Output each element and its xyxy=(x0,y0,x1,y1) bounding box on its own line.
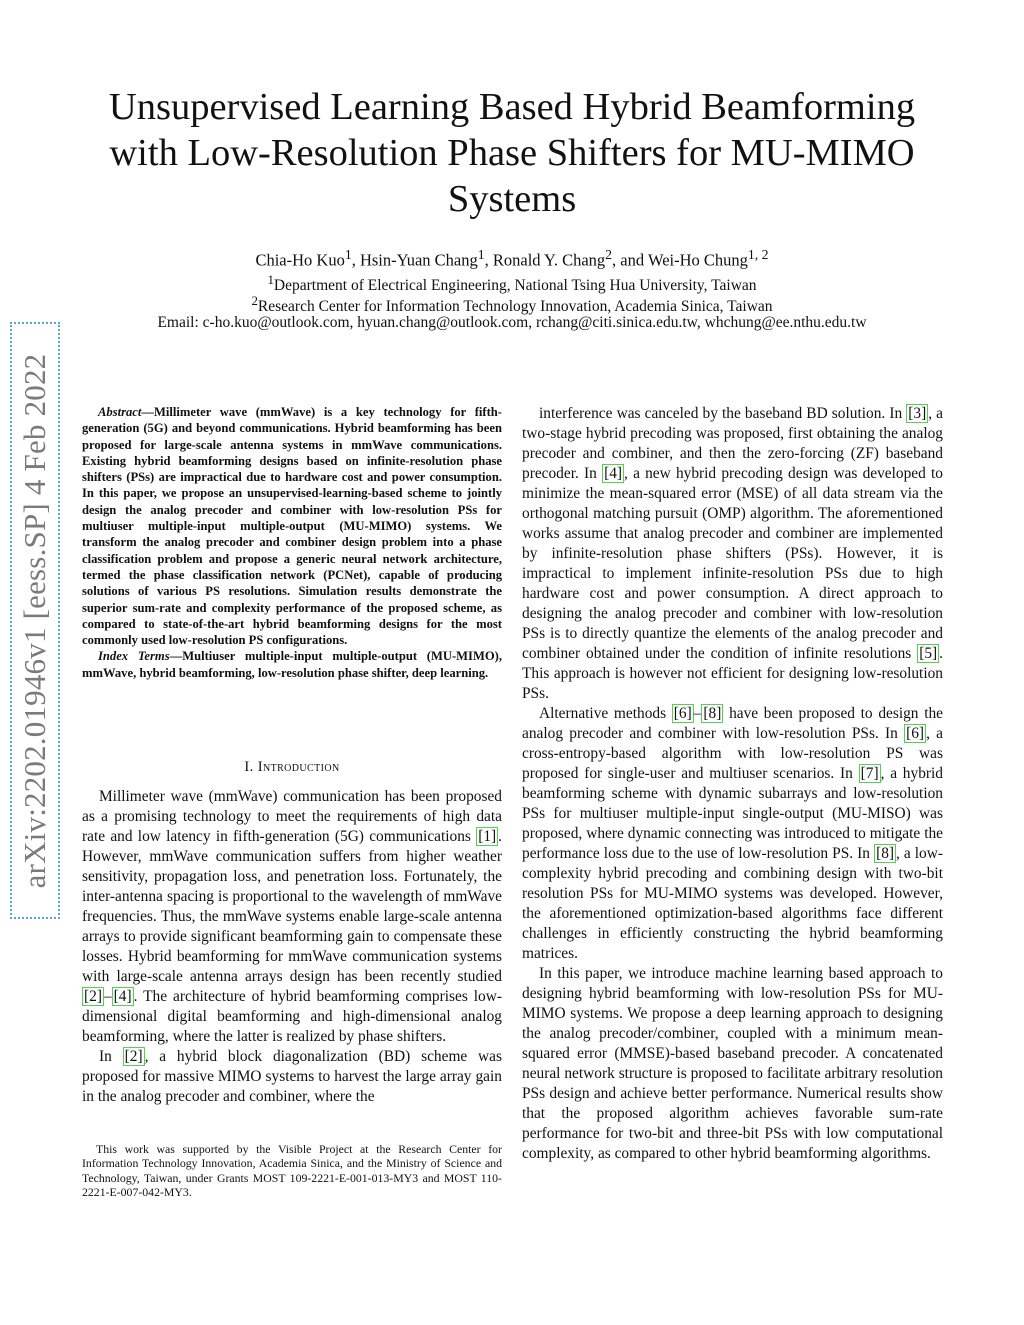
affiliation-text: Research Center for Information Technology Innovation, Academia Sinica, Taiwan xyxy=(257,298,773,316)
author-sup: 1, 2 xyxy=(747,247,769,262)
arxiv-stamp[interactable] xyxy=(10,322,60,919)
citation-link[interactable]: [6] xyxy=(906,725,925,742)
abstract-label: Abstract xyxy=(98,405,142,419)
body-paragraph xyxy=(82,787,502,1047)
author-sup: 1 xyxy=(344,247,352,262)
body-text: , a new hybrid precoding design was developed to minimize the mean-squared error (MSE) of all data stream via the orthogonal matching pursuit (OMP) algorithm. The aforementioned works assume that analog precoder and combiner are implemented by infinite-resolution phase shifters (PSs). However, it is impractical to implement infinite-resolution PSs due to high hardware cost and power consumption. A direct approach to designing the analog precoder and combiner with low-resolution PSs is to directly quantize the elements of the analog precoder and combiner obtained under the condition of infinite resolutions xyxy=(522,465,943,662)
section-heading xyxy=(82,759,502,776)
citation-link[interactable]: [6] xyxy=(673,705,692,722)
body-text: In this paper, we introduce machine learning based approach to designing hybrid beamforming with low-resolution PSs for MU-MIMO systems. We propose a deep learning approach to designing the analog precoder/combiner, coupled with a minimum mean-squared error (MMSE)-based baseband precoder. A concatenated neural network structure is proposed to facilitate arbitrary resolution PSs design and achieve better performance. Numerical results show that the proposed algorithm achieves favorable sum-rate performance for two-bit and three-bit PSs with low computational complexity, as compared to other hybrid beamforming algorithms. xyxy=(522,965,943,1162)
body-text: Alternative methods xyxy=(539,705,672,722)
body-text: . However, mmWave communication suffers from higher weather sensitivity, propagation loss, and penetration loss. Fortunately, the inter-antenna spacing is proportional to the wavelength of mmWave frequencies. Thus, the mmWave systems enable large-scale antenna arrays to provide significant beamforming gain to compensate these losses. Hybrid beamforming for mmWave communication systems with large-scale antenna arrays design has been recently studied xyxy=(82,828,502,985)
section-title: Introduction xyxy=(257,759,340,775)
body-paragraph xyxy=(522,704,943,964)
footnote xyxy=(82,1142,502,1199)
title-line: with Low-Resolution Phase Shifters for MU-MIMO xyxy=(109,132,915,174)
body-text: , a hybrid block diagonalization (BD) scheme was proposed for massive MIMO systems to harvest the large array gain in the analog precoder and combiner, where the xyxy=(82,1048,502,1105)
citation-link[interactable]: [2] xyxy=(124,1048,143,1065)
affiliation-sup: 1 xyxy=(267,272,274,287)
footnote-text: This work was supported by the Visible Project at the Research Center for Information Technology Innovation, Academia Sinica, and the Ministry of Science and Technology, Taiwan, under Grants MOST 109-2221-E-001-013-MY3 and MOST 110-2221-E-007-042-MY3. xyxy=(82,1142,502,1199)
index-terms-label: Index Terms xyxy=(98,649,170,664)
citation-link[interactable]: [1] xyxy=(478,828,497,845)
citation-link[interactable]: [5] xyxy=(919,645,938,662)
author-name: Ronald Y. Chang xyxy=(492,250,606,270)
body-text: , a hybrid beamforming scheme with dynamic subarrays and low-resolution PSs for multiuser multiple-input single-output (MU-MISO) was proposed, where dynamic connecting was introduced to mitigate the performance loss due to the use of low-resolution PS. In xyxy=(522,765,943,862)
affiliation-sup: 2 xyxy=(251,293,258,308)
section-number: I. xyxy=(244,759,254,775)
paper-title xyxy=(40,84,984,222)
title-line: Systems xyxy=(447,178,577,220)
citation-link[interactable]: [8] xyxy=(876,845,895,862)
author-sup: 1 xyxy=(477,247,485,262)
abstract-text: —Millimeter wave (mmWave) is a key technology for fifth-generation (5G) and beyond communications. Hybrid beamforming has been proposed for large-scale antenna systems in mmWave communications. Existing hybrid beamforming designs based on infinite-resolution phase shifters (PSs) are impractical due to hardware cost and power consumption. In this paper, we propose an unsupervised-learning-based scheme to jointly design the analog precoder and combiner with low-resolution PSs for multiuser multiple-input multiple-output (MU-MIMO) systems. We transform the analog precoder and combiner design problem into a phase classification problem and propose a generic neural network architecture, termed the phase classification network (PCNet), capable of producing solutions of various PS resolutions. Simulation results demonstrate the superior sum-rate and complexity performance of the proposed scheme, as compared to state-of-the-art hybrid beamforming designs for the most commonly used low-resolution PS configurations. xyxy=(82,405,502,648)
body-text: – xyxy=(103,988,112,1005)
author-name: Hsin-Yuan Chang xyxy=(359,250,478,270)
body-paragraph xyxy=(522,964,943,1164)
author-list: Chia-Ho Kuo$^1$, Hsin-Yuan Chang$^1$, Ronald Y. Chang$^2$, and Wei-Ho Chung$^{1, 2}$ xyxy=(255,247,769,270)
body-text: , a low-complexity hybrid precoding and combining design with two-bit resolution PSs for MU-MIMO systems was developed. However, the aforementioned optimization-based algorithms face different challenges in efficiently constructing the hybrid beamforming matrices. xyxy=(522,845,943,962)
citation-link[interactable]: [3] xyxy=(908,405,927,422)
abstract xyxy=(82,404,502,681)
body-text: . The architecture of hybrid beamforming comprises low-dimensional digital beamforming and high-dimensional analog beamforming, where the latter is realized by phase shifters. xyxy=(82,988,502,1045)
body-paragraph xyxy=(522,404,943,704)
citation-link[interactable]: [4] xyxy=(113,988,132,1005)
arxiv-stamp-text: arXiv:2202.01946v1 [eess.SP] 4 Feb 2022 xyxy=(17,353,52,888)
citation-link[interactable]: [2] xyxy=(84,988,102,1005)
body-text: , a cross-entropy-based algorithm with low-resolution PS was proposed for single-user and multiuser scenarios. In xyxy=(522,725,943,782)
author-name: Wei-Ho Chung xyxy=(647,250,748,270)
index-terms-text: —Multiuser multiple-input multiple-output (MU-MIMO), mmWave, hybrid beamforming, low-resolution phase shifter, deep learning. xyxy=(82,649,502,680)
citation-link[interactable]: [7] xyxy=(860,765,879,782)
body-text: Millimeter wave (mmWave) communication has been proposed as a promising technology to meet the requirements of high data rate and low latency in fifth-generation (5G) communications xyxy=(82,788,502,845)
affiliation-text: Department of Electrical Engineering, National Tsing Hua University, Taiwan xyxy=(273,277,757,295)
body-text: In xyxy=(99,1048,123,1065)
body-paragraph xyxy=(82,1047,502,1107)
body-text: . This approach is however not efficient for designing low-resolution PSs. xyxy=(522,645,943,702)
citation-link[interactable]: [8] xyxy=(703,705,722,722)
title-line: Unsupervised Learning Based Hybrid Beamforming xyxy=(108,86,916,128)
body-text: interference was canceled by the baseband BD solution. In xyxy=(539,405,907,422)
author-sup: 2 xyxy=(605,247,613,262)
body-text: – xyxy=(693,705,702,722)
email-line: Email: c-ho.kuo@outlook.com, hyuan.chang@outlook.com, rchang@citi.sinica.edu.tw, whchung@ee.nthu.edu.tw xyxy=(157,314,867,331)
body-text: , a two-stage hybrid precoding was proposed, first obtaining the analog precoder and combiner, and then the zero-forcing (ZF) baseband precoder. In xyxy=(522,405,943,482)
left-column-body xyxy=(82,787,502,1107)
citation-link[interactable]: [4] xyxy=(604,465,623,482)
author-name: Chia-Ho Kuo xyxy=(255,250,345,270)
right-column-body xyxy=(522,404,943,1164)
body-text: have been proposed to design the analog precoder and combiner with low-resolution PSs. In xyxy=(522,705,943,742)
